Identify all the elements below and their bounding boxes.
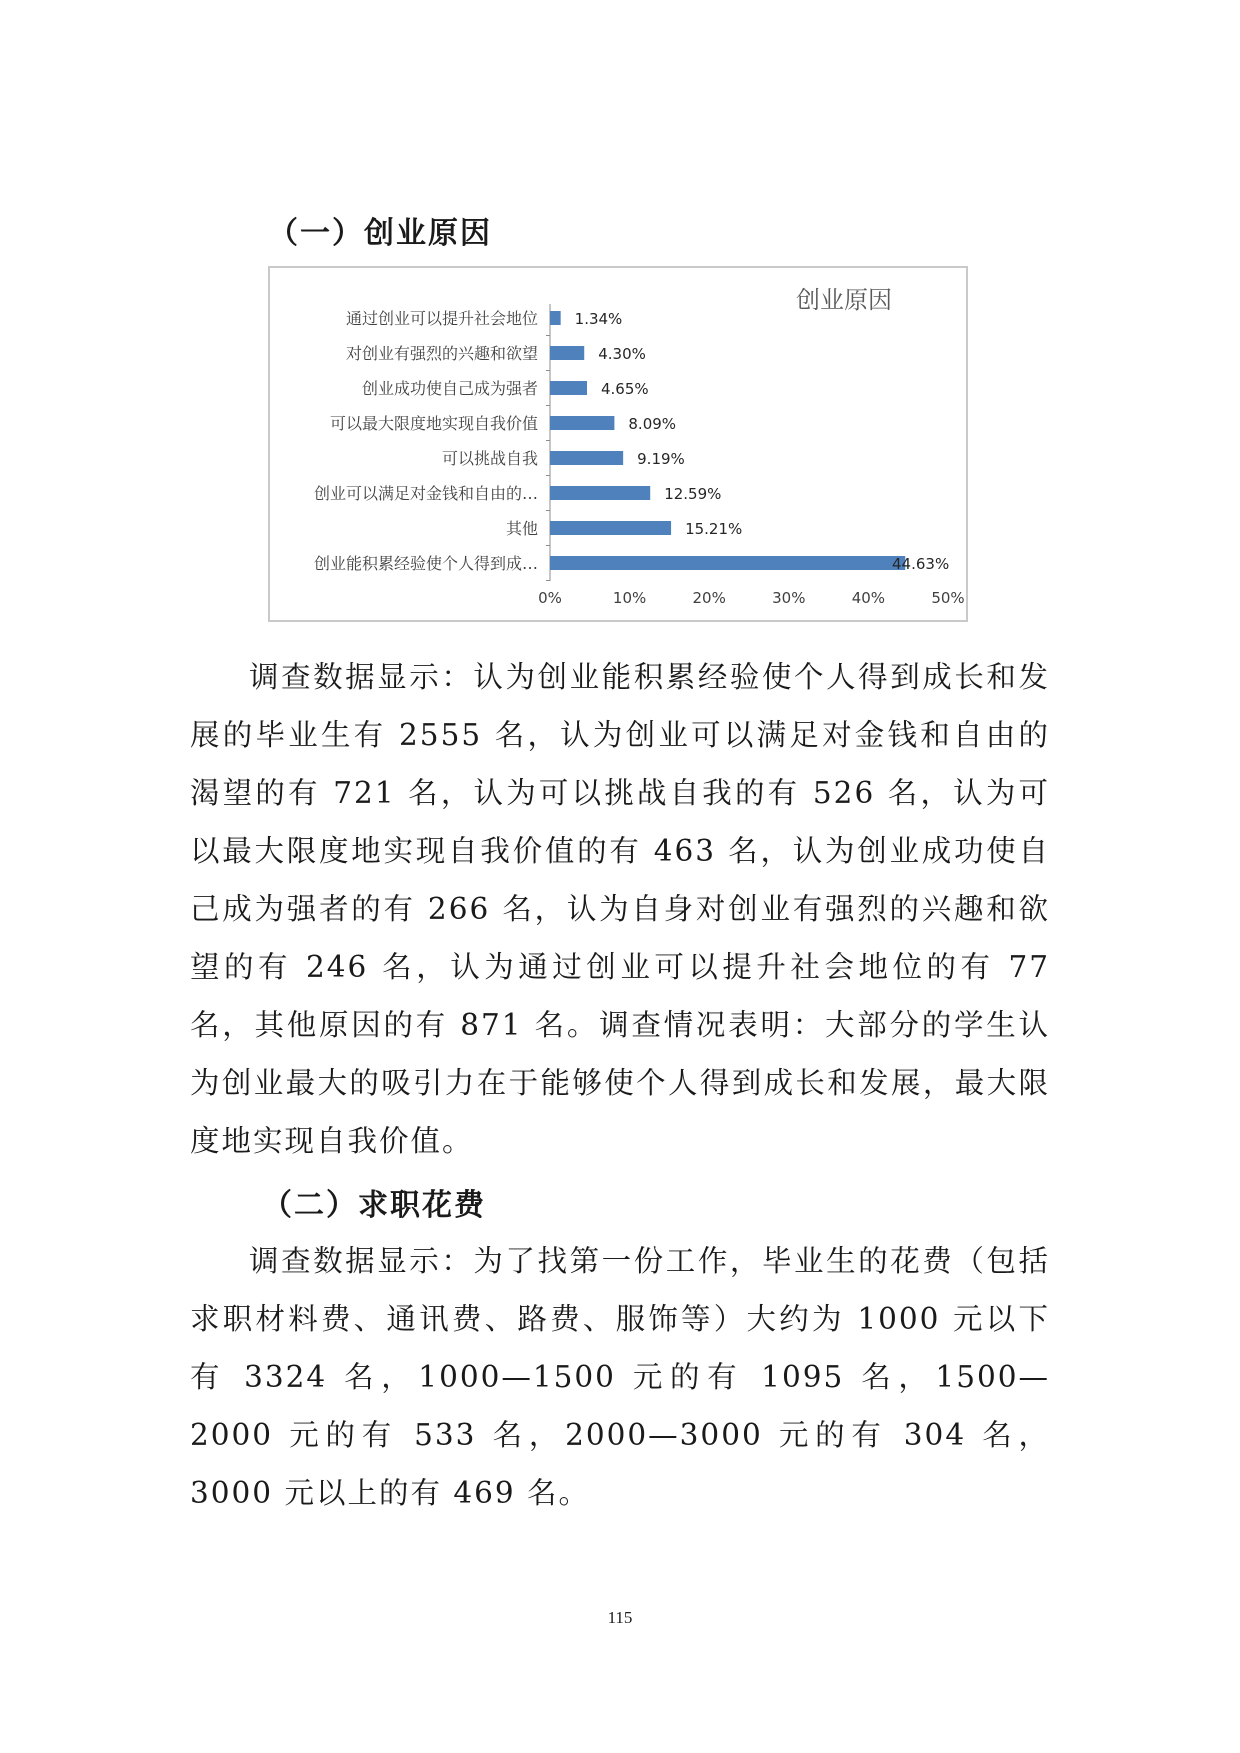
section-heading-startup-reasons: （一）创业原因	[268, 216, 492, 251]
bar-value-label: 9.19%	[637, 450, 685, 468]
page-number: 115	[607, 1608, 633, 1627]
bar	[550, 521, 671, 535]
bar-value-label: 15.21%	[685, 520, 743, 538]
category-label: 创业能积累经验使个人得到成…	[313, 554, 538, 573]
bar-value-label: 1.34%	[574, 310, 623, 328]
chart-title: 创业原因	[796, 286, 892, 314]
category-label: 创业可以满足对金钱和自由的…	[313, 484, 538, 503]
category-label: 对创业有强烈的兴趣和欲望	[345, 344, 538, 363]
bar	[550, 311, 561, 325]
bar-value-label: 8.09%	[628, 415, 677, 433]
bar	[550, 556, 905, 570]
x-tick-label: 50%	[931, 589, 965, 607]
paragraph-job-search-cost: 调查数据显示：为了找第一份工作，毕业生的花费（包括求职材料费、通讯费、路费、服饰等）大约为 1000 元以下有 3324 名，1000—1500 元的有 1095 名，1500—2000 元的有 533 名，2000—3000 元的有 304 名，3000 元以上的有 469 名。	[190, 1244, 1050, 1510]
x-tick-label: 40%	[851, 589, 886, 607]
paragraph-startup-reasons: 调查数据显示：认为创业能积累经验使个人得到成长和发展的毕业生有 2555 名，认为创业可以满足对金钱和自由的渴望的有 721 名，认为可以挑战自我的有 526 名，认为可以最大限度地实现自我价值的有 463 名，认为创业成功使自己成为强者的有 266 名，认为自身对创业有强烈的兴趣和欲望的有 246 名，认为通过创业可以提升社会地位的有 77 名，其他原因的有 871 名。调查情况表明：大部分的学生认为创业最大的吸引力在于能够使个人得到成长和发展，最大限度地实现自我价值。	[190, 660, 1050, 1158]
x-tick-label: 30%	[772, 589, 806, 607]
category-label: 可以最大限度地实现自我价值	[329, 414, 538, 433]
bar	[550, 346, 584, 360]
bar	[550, 486, 650, 500]
category-label: 通过创业可以提升社会地位	[345, 309, 538, 328]
startup-reasons-chart	[268, 266, 968, 622]
bar	[550, 381, 587, 395]
bar-value-label: 4.30%	[598, 345, 646, 363]
category-label: 创业成功使自己成为强者	[361, 379, 538, 398]
category-label: 可以挑战自我	[441, 449, 538, 468]
bar-value-label: 44.63%	[892, 555, 950, 573]
bar	[550, 416, 614, 430]
x-tick-label: 20%	[692, 589, 726, 607]
chart-canvas	[270, 268, 966, 620]
x-tick-label: 10%	[612, 589, 647, 607]
x-tick-label: 0%	[538, 589, 562, 607]
bar	[550, 451, 623, 465]
bar-value-label: 12.59%	[664, 485, 722, 503]
category-label: 其他	[505, 519, 538, 538]
bar-value-label: 4.65%	[601, 380, 649, 398]
section-heading-job-search-cost: （二）求职花费	[262, 1188, 486, 1223]
